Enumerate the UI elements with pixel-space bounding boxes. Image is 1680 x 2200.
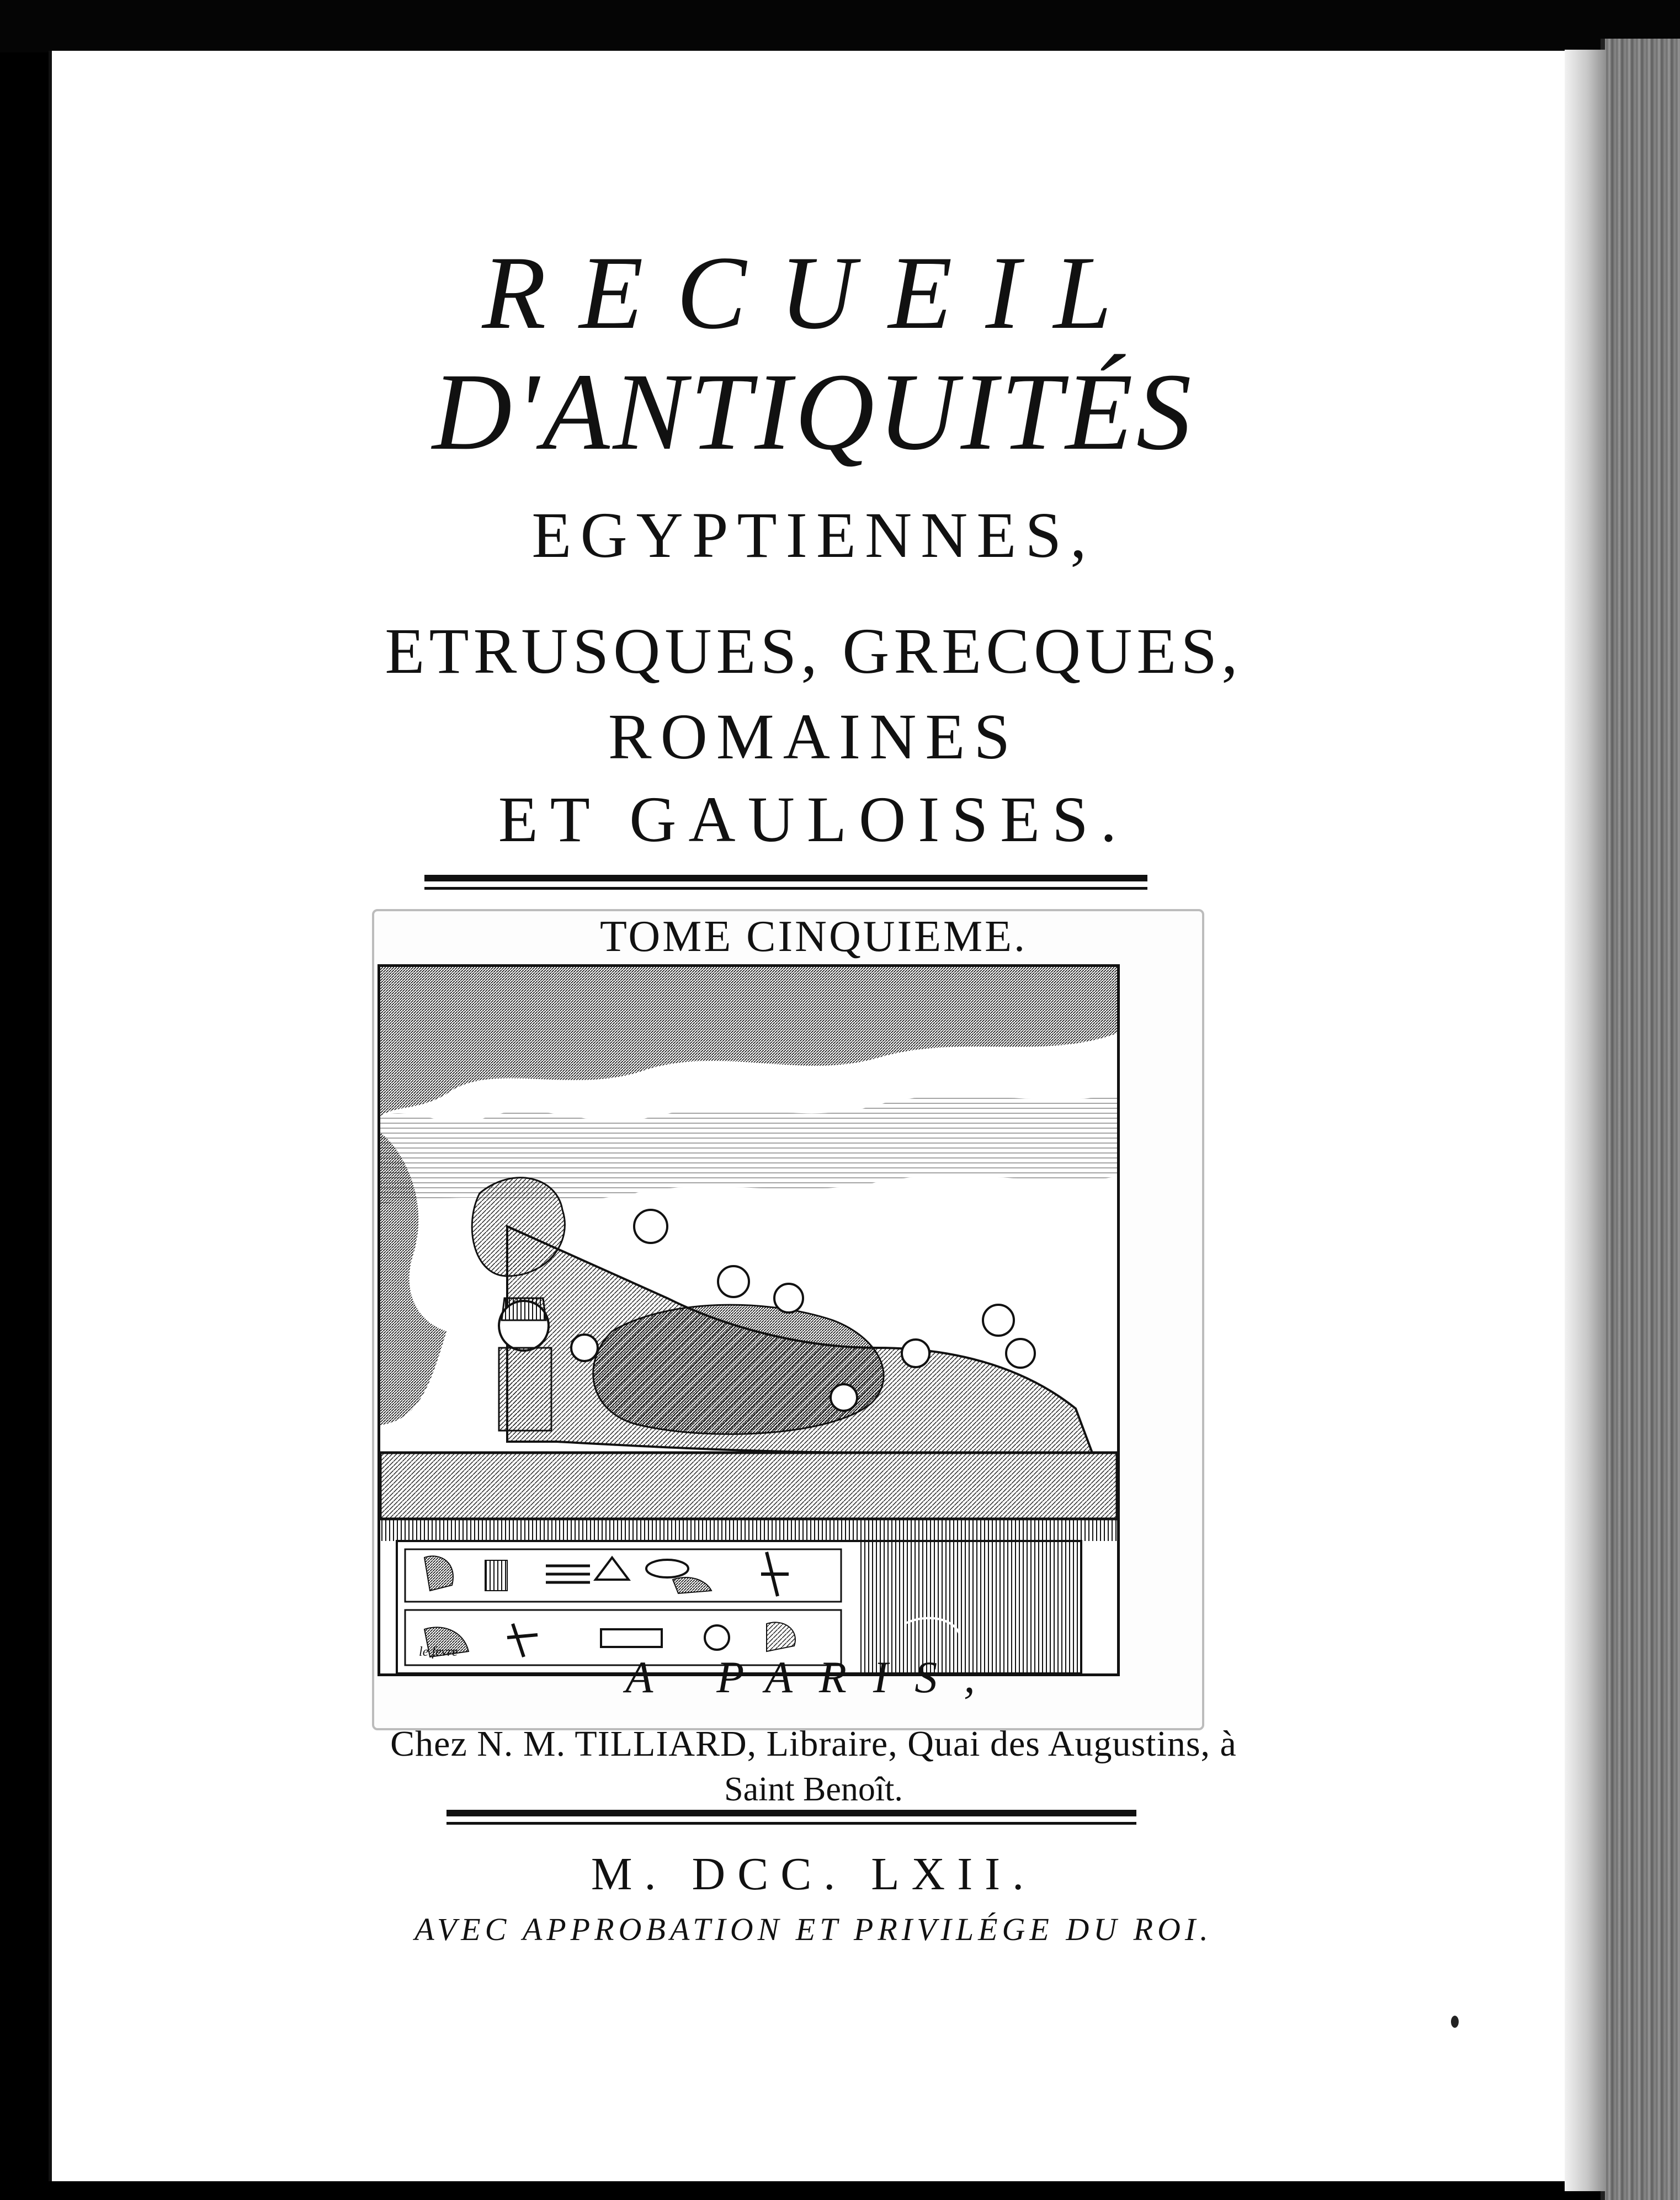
title-romaines: ROMAINES [608,700,1019,773]
publication-year: M. DCC. LXII. [591,1848,1036,1900]
book-page-edges [1601,39,1680,2200]
volume-label: TOME CINQUIEME. [599,912,1028,961]
double-rule-upper-thick [424,875,1147,881]
title-egyptiennes: EGYPTIENNES, [531,499,1096,571]
scan-border-top [0,0,1680,52]
engraving-illustration [380,967,1117,1673]
frontispiece-engraving [378,964,1120,1676]
page-curl-shadow [1565,50,1606,2191]
double-rule-upper-thin [424,887,1147,890]
title-gauloises: ET GAULOISES. [498,783,1129,855]
publisher-imprint-line-2: Saint Benoît. [724,1771,903,1808]
title-page [49,51,1575,2181]
royal-privilege-line: AVEC APPROBATION ET PRIVILÉGE DU ROI. [414,1911,1213,1947]
title-antiquites: D'ANTIQUITÉS [432,351,1195,473]
ink-spot [1451,2016,1459,2028]
engraver-signature: le fevre [419,1645,458,1659]
title-etrusques-grecques: ETRUSQUES, GRECQUES, [385,615,1242,687]
title-recueil: RECUEIL [482,235,1145,351]
double-rule-lower-thin [446,1822,1136,1825]
double-rule-lower-thick [446,1810,1136,1816]
publisher-imprint-line-1: Chez N. M. TILLIARD, Libraire, Quai des Augustins, à [390,1724,1237,1764]
place-of-publication: A PARIS, [625,1652,1002,1702]
